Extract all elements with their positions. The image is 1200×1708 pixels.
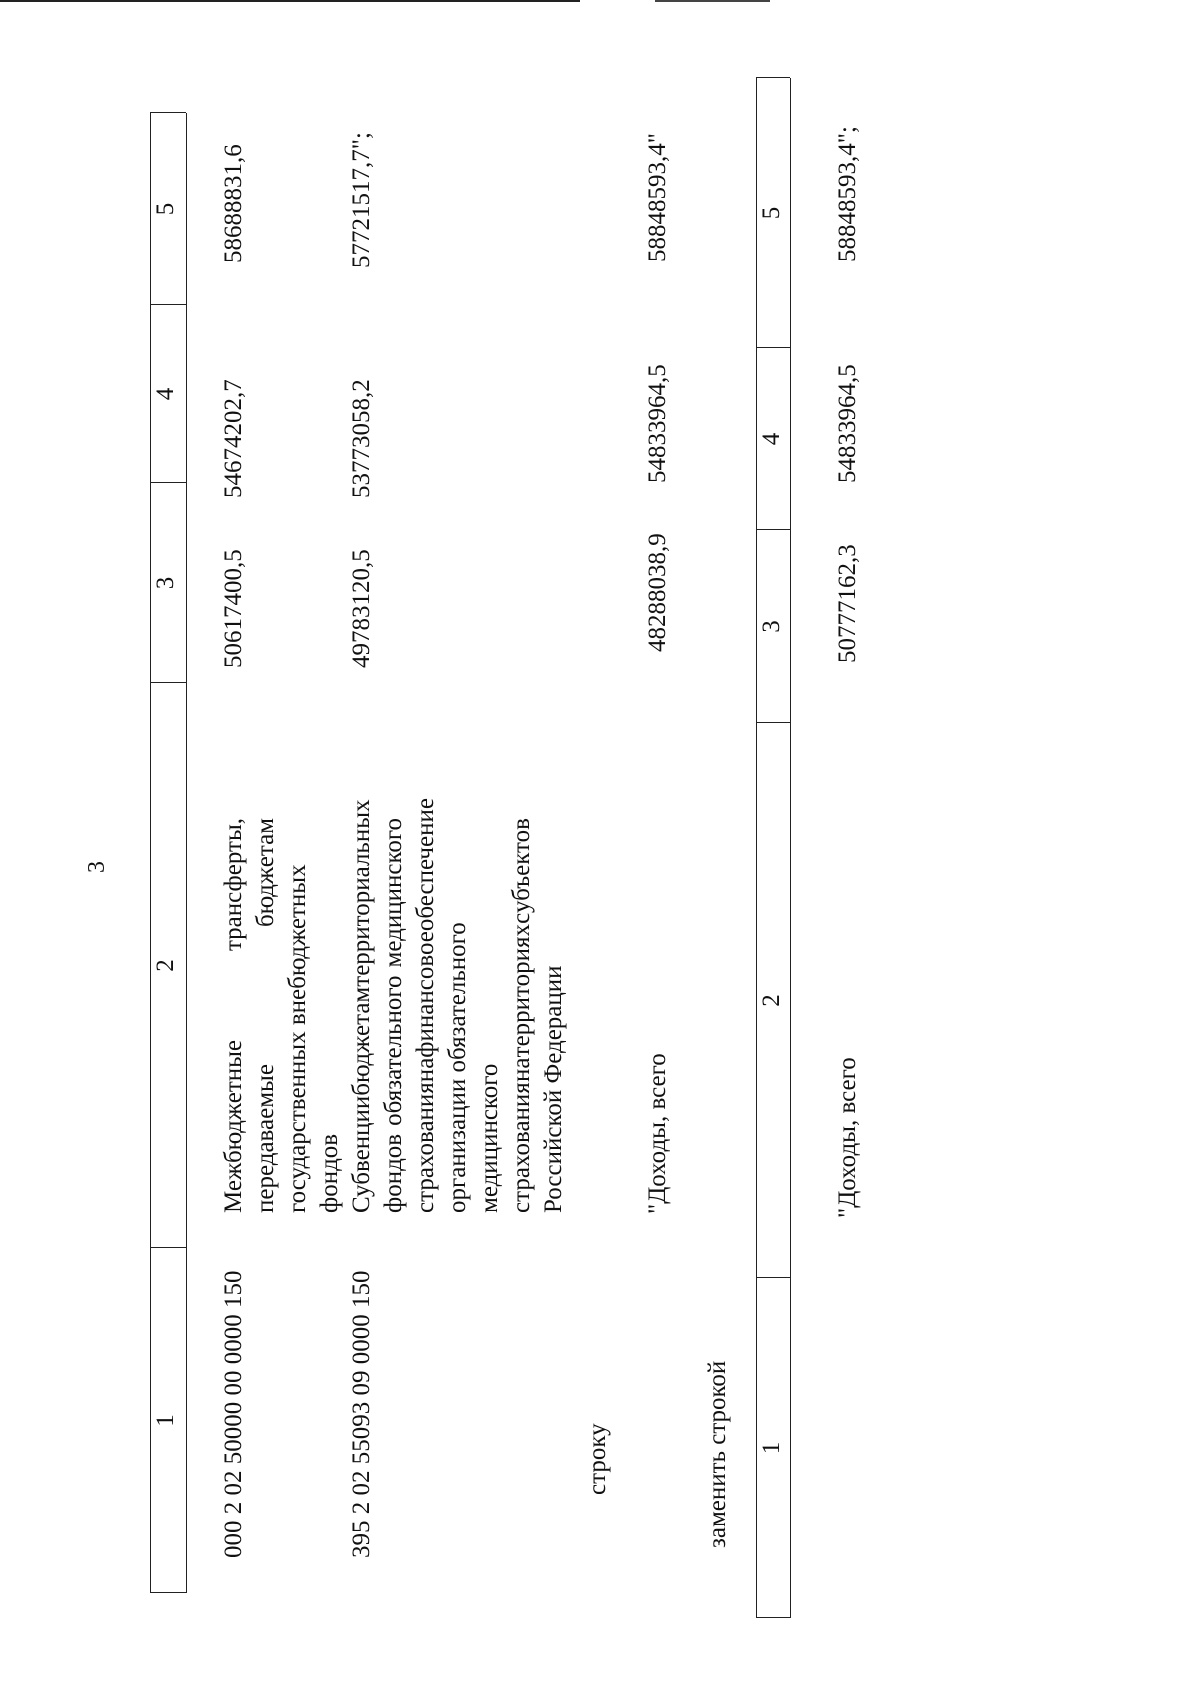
table1-header-col2: 2 [152, 959, 179, 972]
row2-word: обязательного [380, 975, 407, 1126]
new-row-col4: 54833964,5 [834, 364, 861, 483]
old-row-col5: 58848593,4" [644, 133, 671, 262]
row2-word: бюджетам [348, 986, 375, 1096]
row2-code: 395 2 02 55093 09 0000 150 [348, 1270, 375, 1558]
row2-word: медицинского [380, 818, 407, 968]
table2-header-bottom-border [790, 78, 791, 1618]
old-row-col3: 48288038,9 [644, 533, 671, 652]
old-row-label: "Доходы, всего [644, 1053, 671, 1214]
table1-header-col5: 5 [152, 202, 179, 216]
new-row-col5: 58848593,4"; [834, 126, 861, 262]
row2-word: территориальных [348, 799, 375, 987]
row1-word: трансферты, [220, 818, 247, 952]
old-row-col4: 54833964,5 [644, 364, 671, 483]
row2-col3: 49783120,5 [348, 549, 375, 668]
table2-header-col4: 4 [758, 432, 785, 446]
row2-word: Субвенции [348, 1095, 375, 1213]
row1-word: государственных внебюджетных фондов [284, 864, 343, 1213]
row2-word: организации обязательного медицинского [444, 922, 503, 1213]
row1-word: передаваемые [252, 1064, 279, 1213]
row2-col5: 57721517,7"; [348, 132, 375, 268]
table1-header-col3: 3 [152, 576, 179, 590]
row1-code: 000 2 02 50000 00 0000 150 [220, 1270, 247, 1558]
row2-word: территориях [508, 923, 535, 1058]
row2-description [346, 798, 570, 1213]
row2-word: страхования [508, 1082, 535, 1213]
table1-header-bottom-border [186, 113, 187, 1593]
row2-word: Российской Федерации [540, 965, 567, 1213]
row2-word: на [508, 1057, 535, 1083]
row1-word: бюджетам [252, 818, 279, 928]
new-row-label: "Доходы, всего [834, 1057, 861, 1218]
row2-word: страхования [412, 1082, 439, 1213]
table2-header-col1: 1 [758, 1441, 785, 1455]
row1-description [218, 818, 346, 1213]
text-stroku: строку [584, 1423, 611, 1495]
row2-word: финансовое [412, 931, 439, 1058]
row1-col5: 58688831,6 [220, 144, 247, 263]
table2-header-col3: 3 [758, 620, 785, 633]
new-row-col3: 50777162,3 [834, 544, 861, 663]
table2-top-border [756, 78, 757, 1618]
row2-word: фондов [380, 1133, 407, 1213]
table1-top-border [150, 113, 151, 1593]
row1-word: Межбюджетные [220, 1039, 247, 1213]
row1-col4: 54674202,7 [220, 379, 247, 498]
table2-header-col2: 2 [758, 994, 785, 1007]
text-zamenit: заменить строкой [704, 1360, 731, 1548]
table1-header-col4: 4 [152, 387, 179, 401]
row2-word: субъектов [508, 818, 535, 924]
row1-col3: 50617400,5 [220, 549, 247, 668]
page-number: 3 [84, 861, 110, 873]
row2-col4: 53773058,2 [348, 379, 375, 498]
row2-word: обеспечение [412, 798, 439, 932]
row2-word: на [412, 1057, 439, 1083]
table2-header-col5: 5 [758, 206, 785, 220]
table1-header-col1: 1 [152, 1414, 179, 1427]
